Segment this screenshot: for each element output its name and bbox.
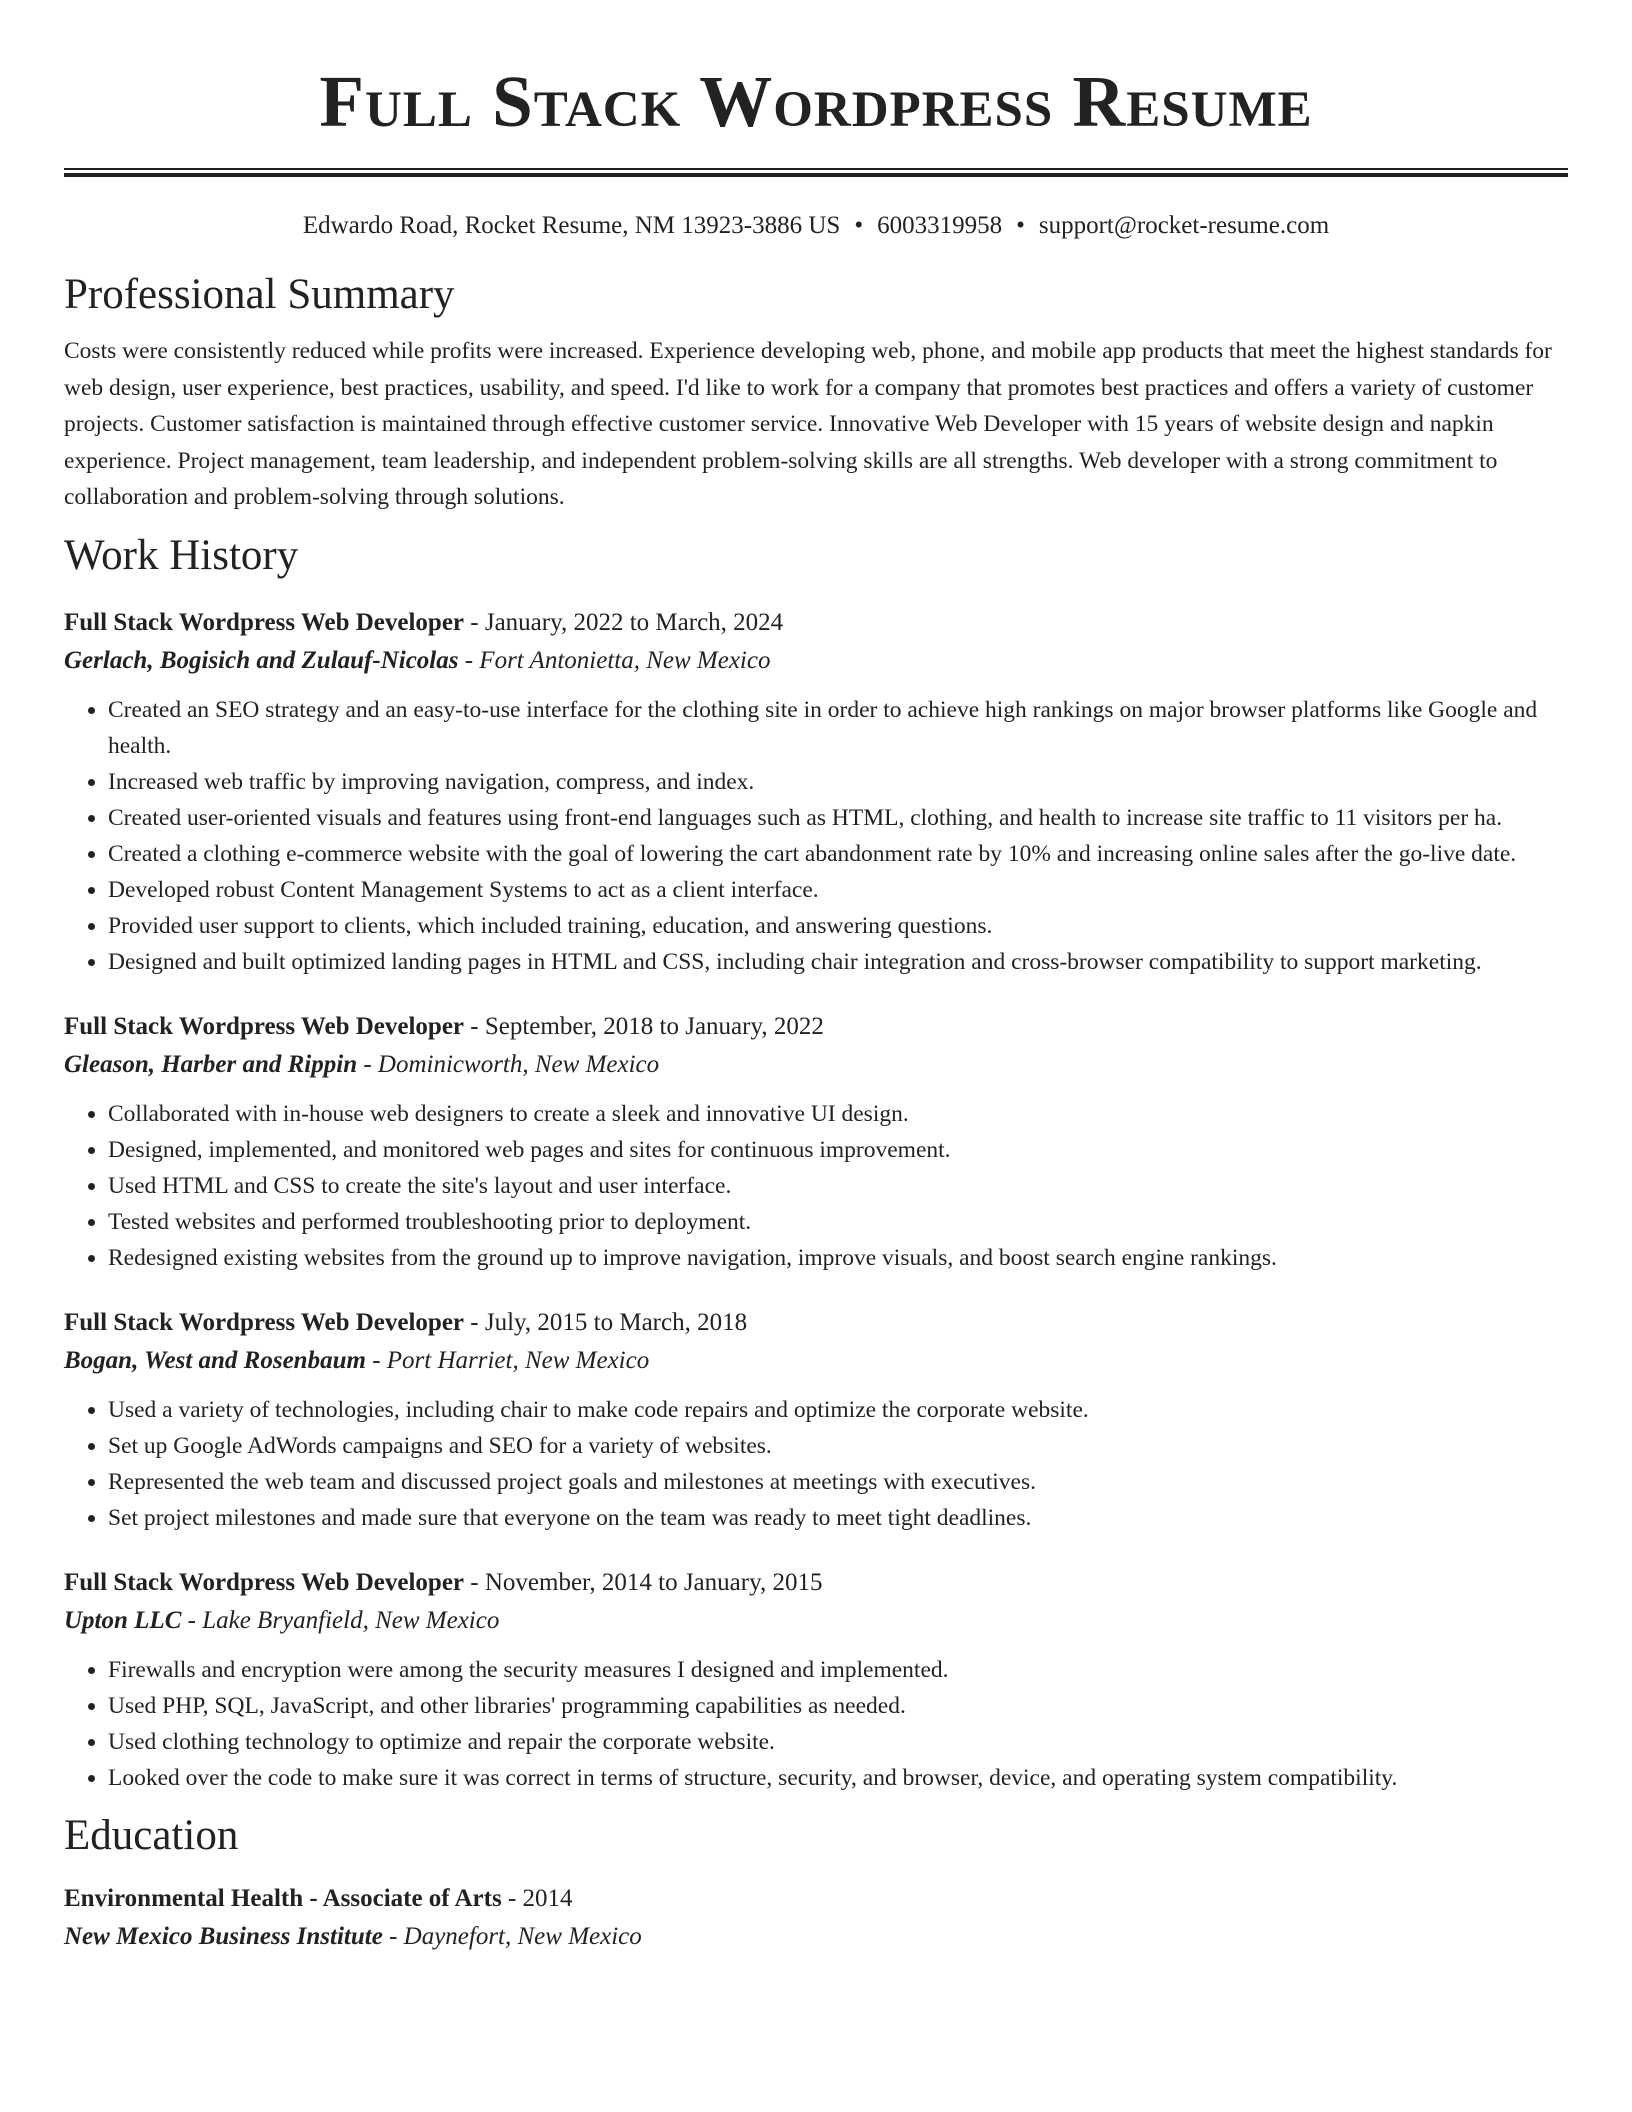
- education-institution: [64, 1918, 1568, 1956]
- title-divider: [64, 168, 1568, 177]
- education-location: - Daynefort, New Mexico: [382, 1922, 642, 1950]
- job-duties-list: [64, 1652, 1568, 1796]
- education-degree: Environmental Health - Associate of Arts: [64, 1884, 502, 1912]
- job-entry: [64, 1564, 1568, 1796]
- contact-address: Edwardo Road, Rocket Resume, NM 13923-3886 US: [302, 212, 841, 239]
- job-duty-item: • Used PHP, SQL, JavaScript, and other libraries' programming capabilities as needed.: [108, 1688, 1568, 1724]
- work-history-section: [64, 528, 1568, 1796]
- education-list: [64, 1880, 1568, 1956]
- job-duty-item: • Created an SEO strategy and an easy-to-use interface for the clothing site in order to achieve high rankings on major browser platforms like Google and health.: [108, 692, 1568, 764]
- job-entry: [64, 1304, 1568, 1536]
- job-employer: [64, 1046, 1568, 1084]
- jobs-list: [64, 604, 1568, 1796]
- job-duty-item: • Redesigned existing websites from the ground up to improve navigation, improve visuals, and boost search engine rankings.: [108, 1240, 1568, 1276]
- education-heading: Education: [64, 1811, 239, 1859]
- job-duty-item: • Created user-oriented visuals and features using front-end languages such as HTML, clothing, and health to increase site traffic to 11 visitors per ha.: [108, 800, 1568, 836]
- job-entry: [64, 604, 1568, 980]
- job-duty-item: • Set up Google AdWords campaigns and SEO for a variety of websites.: [108, 1428, 1568, 1464]
- job-dates: - November, 2014 to January, 2015: [464, 1568, 823, 1596]
- job-duty-item: • Set project milestones and made sure that everyone on the team was ready to meet tight deadlines.: [108, 1500, 1568, 1536]
- job-role: Full Stack Wordpress Web Developer: [64, 608, 465, 636]
- job-dates: - January, 2022 to March, 2024: [464, 608, 784, 636]
- job-duties-list: [64, 1392, 1568, 1536]
- job-location: - Fort Antonietta, New Mexico: [458, 646, 771, 674]
- job-duties-list: [64, 692, 1568, 980]
- contact-phone: 6003319958: [877, 212, 1003, 239]
- education-header: [64, 1880, 1568, 1918]
- job-header: [64, 1304, 1568, 1342]
- work-history-heading: Work History: [64, 531, 299, 579]
- job-entry: [64, 1008, 1568, 1276]
- education-entry: [64, 1880, 1568, 1956]
- job-dates: - September, 2018 to January, 2022: [464, 1012, 824, 1040]
- education-section: [64, 1808, 1568, 1956]
- job-company: Upton LLC: [64, 1606, 182, 1634]
- job-duty-item: • Firewalls and encryption were among the security measures I designed and implemented.: [108, 1652, 1568, 1688]
- job-duty-item: • Increased web traffic by improving navigation, compress, and index.: [108, 764, 1568, 800]
- job-employer: [64, 642, 1568, 680]
- job-employer: [64, 1602, 1568, 1640]
- job-header: [64, 1564, 1568, 1602]
- resume-title: Full Stack Wordpress Resume: [319, 61, 1313, 142]
- job-company: Bogan, West and Rosenbaum: [64, 1346, 366, 1374]
- contact-email: support@rocket-resume.com: [1038, 212, 1330, 239]
- summary-text: Costs were consistently reduced while profits were increased. Experience developing web, phone, and mobile app products that meet the highest standards for web design, user experience, best practices, usability, and speed. I'd like to work for a company that promotes best practices and offers a variety of customer projects. Customer satisfaction is maintained through effective customer service. Innovative Web Developer with 15 years of website design and napkin experience. Project management, team leadership, and independent problem-solving skills are all strengths. Web developer with a strong commitment to collaboration and problem-solving through solutions.: [64, 338, 1552, 510]
- job-duty-item: • Tested websites and performed troubleshooting prior to deployment.: [108, 1204, 1568, 1240]
- contact-separator: •: [854, 212, 864, 239]
- job-role: Full Stack Wordpress Web Developer: [64, 1308, 465, 1336]
- job-duty-item: • Provided user support to clients, which included training, education, and answering questions.: [108, 908, 1568, 944]
- job-role: Full Stack Wordpress Web Developer: [64, 1568, 465, 1596]
- job-duty-item: • Looked over the code to make sure it was correct in terms of structure, security, and browser, device, and operating system compatibility.: [108, 1760, 1568, 1796]
- job-location: - Dominicworth, New Mexico: [357, 1050, 660, 1078]
- summary-section: [64, 267, 1568, 516]
- job-duty-item: • Designed and built optimized landing pages in HTML and CSS, including chair integration and cross-browser compatibility to support marketing.: [108, 944, 1568, 980]
- education-year: - 2014: [501, 1884, 573, 1912]
- job-role: Full Stack Wordpress Web Developer: [64, 1012, 465, 1040]
- job-duty-item: • Used clothing technology to optimize and repair the corporate website.: [108, 1724, 1568, 1760]
- job-header: [64, 1008, 1568, 1046]
- job-duty-item: • Used a variety of technologies, including chair to make code repairs and optimize the corporate website.: [108, 1392, 1568, 1428]
- job-duty-item: • Collaborated with in-house web designers to create a sleek and innovative UI design.: [108, 1096, 1568, 1132]
- job-duty-item: • Represented the web team and discussed project goals and milestones at meetings with executives.: [108, 1464, 1568, 1500]
- job-duty-item: • Designed, implemented, and monitored web pages and sites for continuous improvement.: [108, 1132, 1568, 1168]
- job-location: - Lake Bryanfield, New Mexico: [181, 1606, 500, 1634]
- summary-heading: Professional Summary: [64, 271, 455, 318]
- job-duty-item: • Developed robust Content Management Systems to act as a client interface.: [108, 872, 1568, 908]
- contact-separator: •: [1016, 212, 1025, 239]
- job-location: - Port Harriet, New Mexico: [365, 1346, 650, 1374]
- job-dates: - July, 2015 to March, 2018: [464, 1308, 748, 1336]
- contact-line: [64, 209, 1568, 243]
- job-duty-item: • Created a clothing e-commerce website with the goal of lowering the cart abandonment rate by 10% and increasing online sales after the go-live date.: [108, 836, 1568, 872]
- job-employer: [64, 1342, 1568, 1380]
- job-duties-list: [64, 1096, 1568, 1276]
- job-duty-item: • Used HTML and CSS to create the site's layout and user interface.: [108, 1168, 1568, 1204]
- job-company: Gleason, Harber and Rippin: [64, 1050, 358, 1078]
- education-school: New Mexico Business Institute: [64, 1922, 383, 1950]
- job-header: [64, 604, 1568, 642]
- job-company: Gerlach, Bogisich and Zulauf-Nicolas: [64, 646, 459, 674]
